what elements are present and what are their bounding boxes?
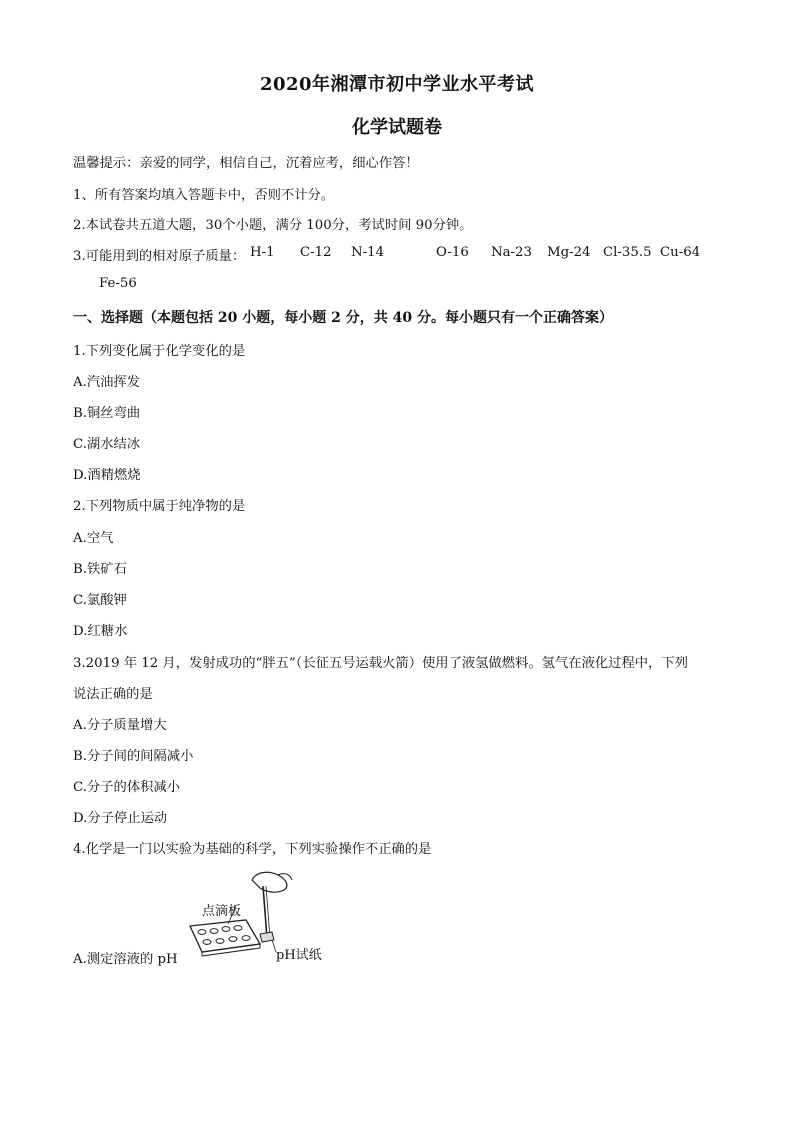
q3-option-b: B.分子间的间隔减小 (73, 749, 194, 764)
well (242, 936, 250, 941)
ph-paper-label: pH试纸 (276, 948, 322, 963)
well (210, 929, 218, 934)
notice-rule-1: 1、所有答案均填入答题卡中，否则不计分。 (73, 188, 335, 203)
well (203, 940, 211, 945)
plate-label: 点滴板 (202, 904, 242, 919)
notice-rule-2: 2.本试卷共五道大题，30个小题，满分 100分，考试时间 90分钟。 (73, 218, 473, 233)
notice-rule-3 (73, 245, 773, 265)
mass-na: Na-23 (491, 245, 532, 260)
q3-option-c: C.分子的体积减小 (73, 780, 181, 795)
mass-n: N-14 (351, 245, 385, 260)
q2-stem: 2.下列物质中属于纯净物的是 (73, 499, 246, 514)
q3-option-d: D.分子停止运动 (73, 811, 168, 826)
rule3-prefix: 3.可能用到的相对原子质量： (73, 249, 246, 264)
q1-option-d: D.酒精燃烧 (73, 468, 141, 483)
exam-subtitle: 化学试题卷 (352, 117, 442, 138)
q2-option-d: D.红糖水 (73, 624, 128, 639)
q3-stem-line-1: 3.2019 年 12 月，发射成功的“胖五”（长征五号运载火箭）使用了液氢做燃料。氢气在液化过程中，下列 (73, 656, 688, 671)
mass-c: C-12 (300, 245, 332, 260)
well (222, 927, 230, 932)
ph-test-figure (180, 866, 340, 966)
hand-shape (252, 872, 287, 892)
q2-option-c: C.氯酸钾 (73, 593, 127, 608)
exam-title: 2020年湘潭市初中学业水平考试 (259, 74, 535, 95)
mass-cu: Cu-64 (660, 245, 701, 260)
q2-option-b: B.铁矿石 (73, 562, 127, 577)
q4-option-a: A.测定溶液的 pH (73, 952, 178, 967)
mass-mg: Mg-24 (547, 245, 591, 260)
mass-h: H-1 (250, 245, 275, 260)
well (229, 937, 237, 942)
q2-option-a: A.空气 (73, 531, 114, 546)
well (216, 939, 224, 944)
well (234, 926, 242, 931)
mass-o: O-16 (436, 245, 469, 260)
q3-option-a: A.分子质量增大 (73, 718, 167, 733)
q3-stem-line-2: 说法正确的是 (73, 687, 153, 702)
q4-stem: 4.化学是一门以实验为基础的科学，下列实验操作不正确的是 (73, 842, 432, 857)
mass-fe: Fe-56 (99, 276, 137, 291)
q1-option-a: A.汽油挥发 (73, 375, 141, 390)
notice-greeting: 温馨提示：亲爱的同学，相信自己，沉着应考，细心作答！ (73, 156, 419, 171)
q1-stem: 1.下列变化属于化学变化的是 (73, 344, 246, 359)
section-1-heading: 一、选择题（本题包括 20 小题，每小题 2 分，共 40 分。每小题只有一个正确答案） (73, 310, 613, 326)
well (198, 930, 206, 935)
q1-option-c: C.湖水结冰 (73, 437, 141, 452)
mass-cl: Cl-35.5 (603, 245, 652, 260)
q1-option-b: B.铜丝弯曲 (73, 406, 141, 421)
